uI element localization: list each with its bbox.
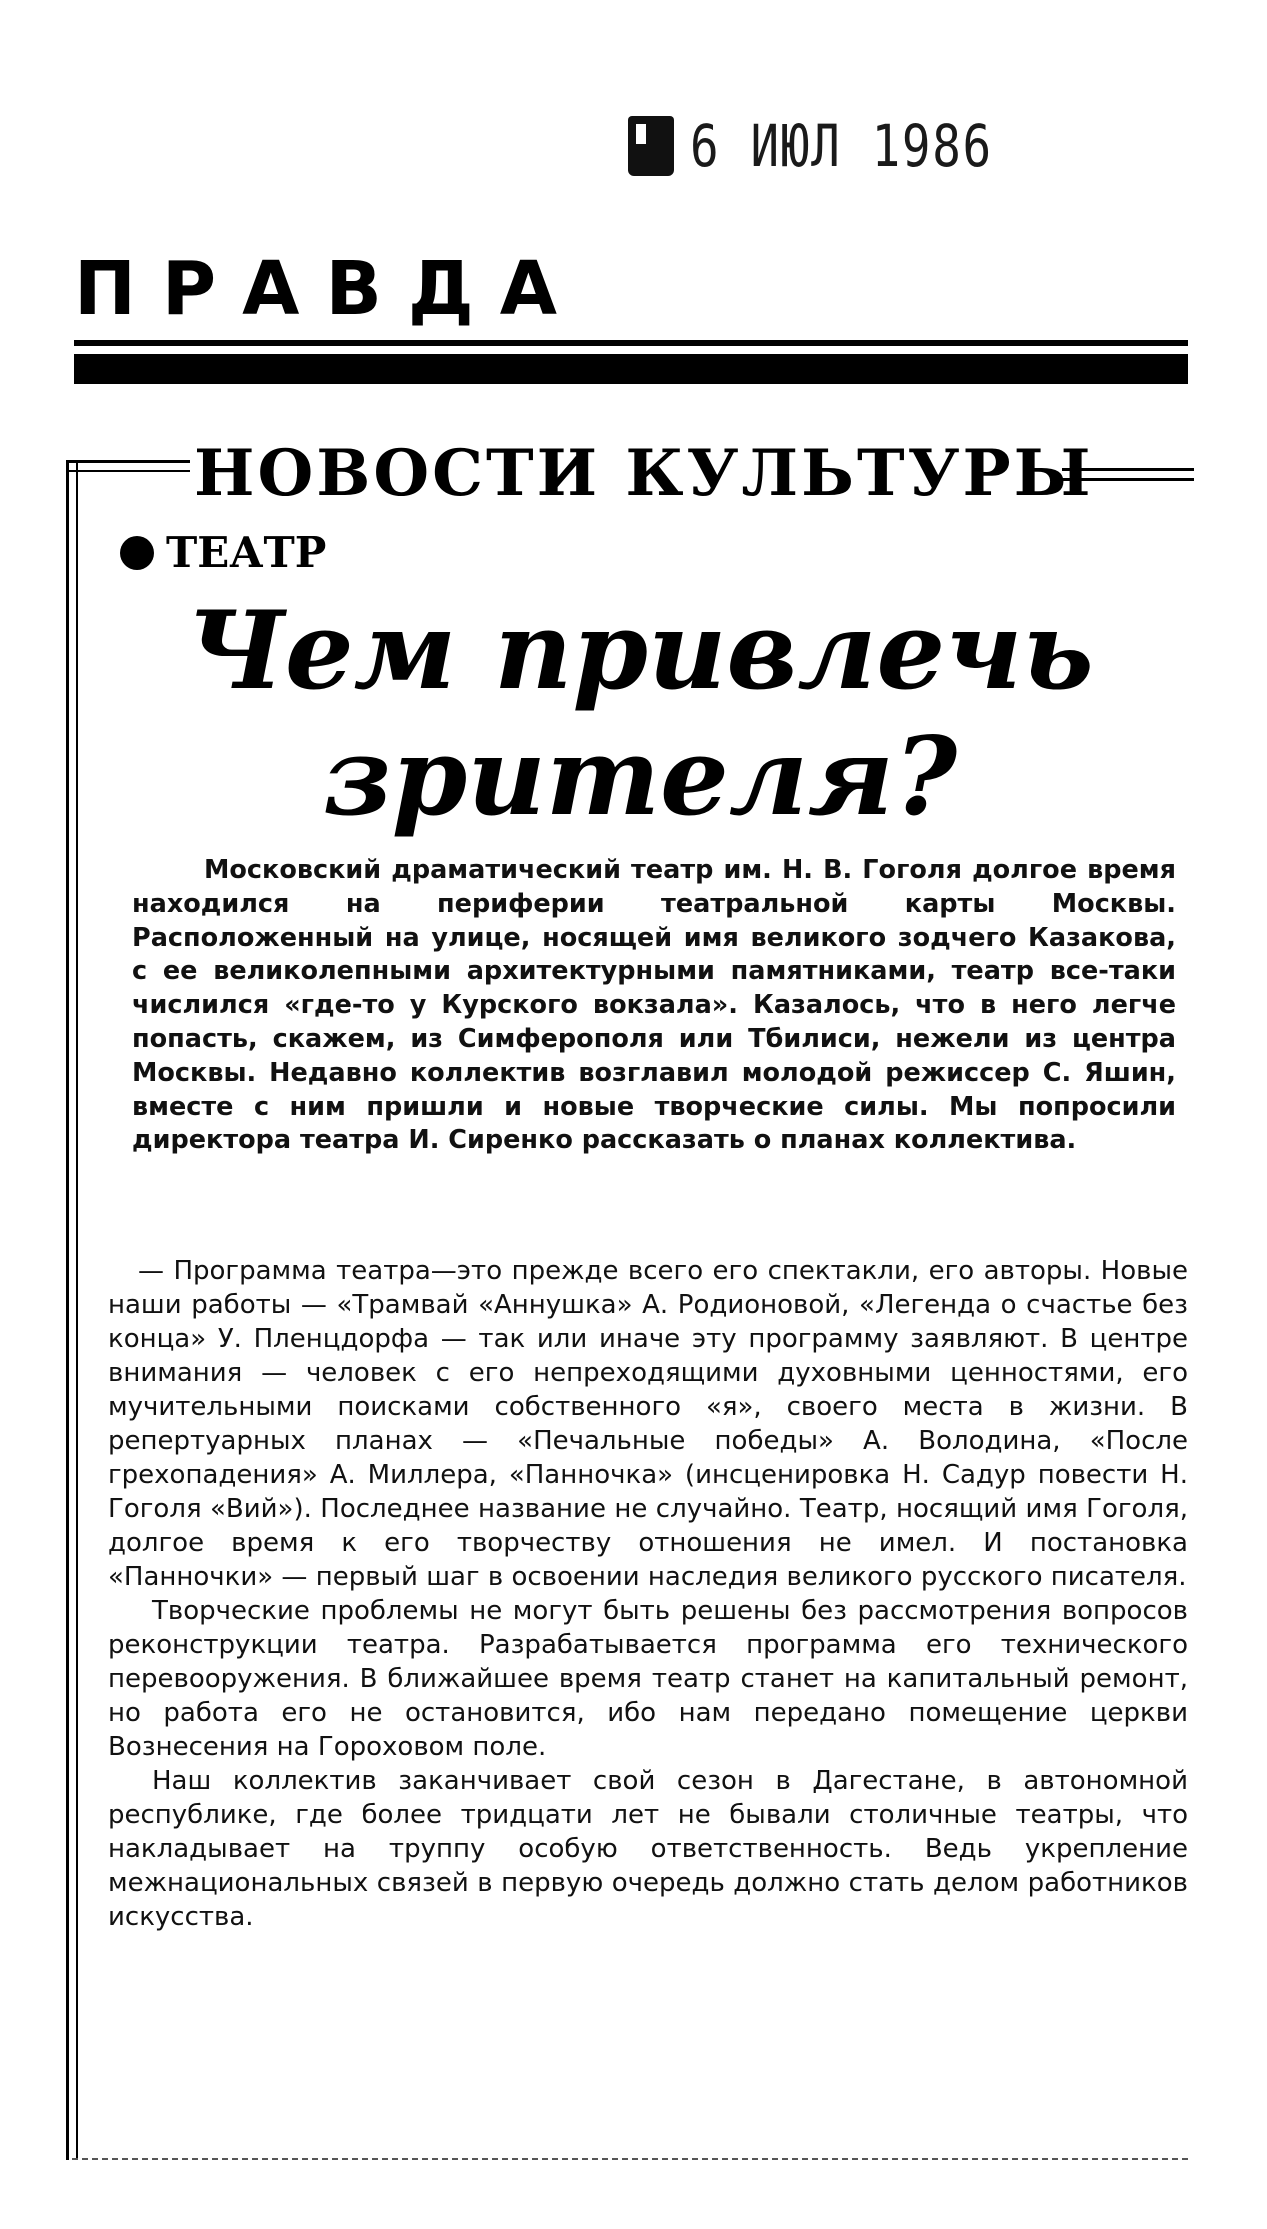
article-lead: Московский драматический театр им. Н. В. Гоголя долгое время находился на периферии театральной карты Москвы. Расположенный на улице, носящей имя великого зодчего Казакова, с ее великолепными архитектурными памятниками, театр все-таки числился «где-то у Курского вокзала». Казалось, что в него легче попасть, скажем, из Симферополя или Тбилиси, нежели из центра Москвы. Недавно коллектив возглавил молодой режиссер С. Яшин, вместе с ним пришли и новые творческие силы. Мы попросили директора театра И. Сиренко рассказать о планах коллектива. xyxy=(132,855,1176,1156)
article-paragraph-3: Наш коллектив заканчивает свой сезон в Дагестане, в автономной республике, где более тридцати лет не бывали столичные театры, что накладывает на труппу особую ответственность. Ведь укрепление межнациональных связей в первую очередь должно стать делом работников искусства. xyxy=(108,1766,1188,1932)
date-stamp xyxy=(628,112,1059,180)
masthead-thin-rule xyxy=(74,340,1188,346)
stamp-mark-icon xyxy=(628,116,674,176)
rubric-title: НОВОСТИ КУЛЬТУРЫ xyxy=(194,436,1094,511)
newspaper-masthead: ПРАВДА xyxy=(74,246,584,332)
masthead-thick-rule xyxy=(74,354,1188,384)
frame-left-border xyxy=(66,460,78,2160)
section-label: ТЕАТР xyxy=(166,528,327,577)
headline-line-2: зрителя? xyxy=(322,714,958,840)
article-paragraph-2: Творческие проблемы не могут быть решены без рассмотрения вопросов реконструкции театра. Разрабатывается программа его технического перевооружения. В ближайшее время театр станет на капитальный ремонт, но работа его не остановится, ибо нам передано помещение церкви Вознесения на Гороховом поле. xyxy=(108,1596,1188,1762)
headline-line-1: Чем привлечь xyxy=(186,588,1094,714)
frame-top-border xyxy=(66,460,190,472)
frame-bottom-border xyxy=(72,2158,1188,2160)
article-body xyxy=(108,1254,1188,1934)
article-paragraph-1: — Программа театра—это прежде всего его спектакли, его авторы. Новые наши работы — «Трамвай «Аннушка» А. Родионовой, «Легенда о счастье без конца» У. Пленцдорфа — так или иначе эту программу заявляют. В центре внимания — человек с его непреходящими духовными ценностями, его мучительными поисками собственного «я», своего места в жизни. В репертуарных планах — «Печальные победы» А. Володина, «После грехопадения» А. Миллера, «Панночка» (инсценировка Н. Садур повести Н. Гоголя «Вий»). Последнее название не случайно. Театр, носящий имя Гоголя, долгое время к его творчеству отношения не имел. И постановка «Панночки» — первый шаг в освоении наследия великого русского писателя. xyxy=(108,1256,1188,1592)
section-tag xyxy=(120,528,326,577)
bullet-icon xyxy=(120,536,154,570)
stamp-date: 6 ИЮЛ 1986 xyxy=(690,112,993,180)
article-headline xyxy=(90,588,1190,840)
